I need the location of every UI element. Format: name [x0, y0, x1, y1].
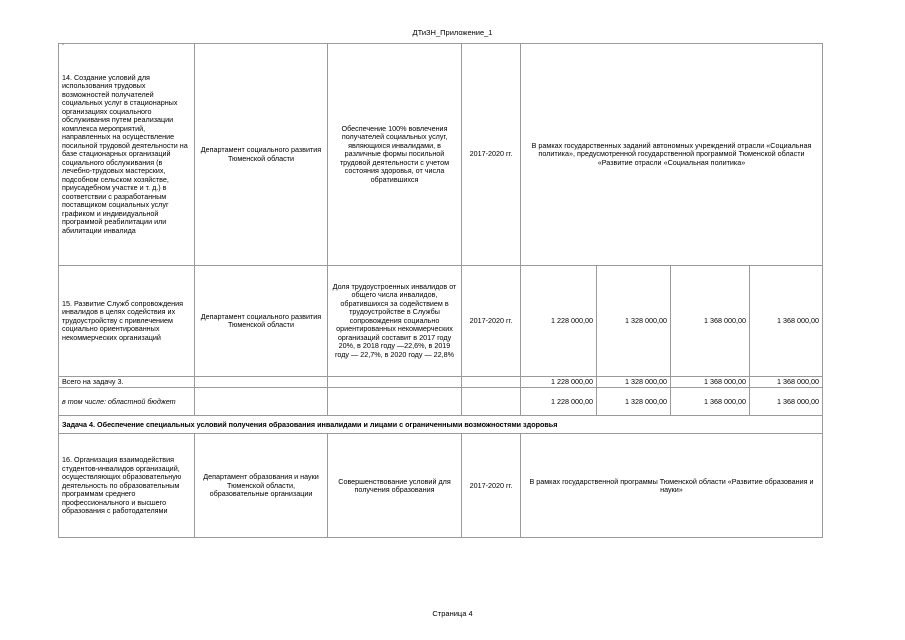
- row14-executor: Департамент социального развития Тюменской области: [195, 44, 328, 266]
- total-value-2020: 1 368 000,00: [750, 377, 823, 388]
- table-row-16: [59, 434, 823, 538]
- table-row-14: [59, 44, 823, 266]
- regional-value-2018: 1 328 000,00: [597, 388, 671, 416]
- table-row-regional: [59, 388, 823, 416]
- page-number: Страница 4: [432, 609, 473, 618]
- row16-name: 16. Организация взаимодействия студентов-инвалидов организаций, осуществляющих образовательную деятельность по образовательным программам среднего профессионального и высшего образования с работодателями: [59, 434, 195, 538]
- row15-value-2020: 1 368 000,00: [750, 266, 823, 377]
- total-empty-2: [328, 377, 462, 388]
- table-row-15: [59, 266, 823, 377]
- row15-executor: Департамент социального развития Тюменской области: [195, 266, 328, 377]
- regional-empty-2: [328, 388, 462, 416]
- regional-empty-1: [195, 388, 328, 416]
- table-row-task4: [59, 416, 823, 434]
- regional-empty-3: [462, 388, 521, 416]
- regional-label: в том числе: областной бюджет: [59, 388, 195, 416]
- total-empty-3: [462, 377, 521, 388]
- row15-value-2017: 1 228 000,00: [521, 266, 597, 377]
- total-value-2017: 1 228 000,00: [521, 377, 597, 388]
- row15-name: 15. Развитие Служб сопровождения инвалидов в целях содействия их трудоустройству с привлечением социально ориентированных некоммерческих организаций: [59, 266, 195, 377]
- row15-value-2018: 1 328 000,00: [597, 266, 671, 377]
- row15-period: 2017-2020 гг.: [462, 266, 521, 377]
- total-label: Всего на задачу 3.: [59, 377, 195, 388]
- total-empty-1: [195, 377, 328, 388]
- regional-value-2019: 1 368 000,00: [671, 388, 750, 416]
- task4-heading: Задача 4. Обеспечение специальных условий получения образования инвалидами и лицами с ограниченными возможностями здоровья: [59, 416, 823, 434]
- row16-funding: В рамках государственной программы Тюменской области «Развитие образования и науки»: [521, 434, 823, 538]
- total-value-2019: 1 368 000,00: [671, 377, 750, 388]
- regional-value-2020: 1 368 000,00: [750, 388, 823, 416]
- table-row-total: [59, 377, 823, 388]
- document-header: ДТиЗН_Приложение_1: [412, 28, 493, 37]
- row16-executor: Департамент образования и науки Тюменской области, образовательные организации: [195, 434, 328, 538]
- regional-value-2017: 1 228 000,00: [521, 388, 597, 416]
- row16-period: 2017-2020 гг.: [462, 434, 521, 538]
- row14-period: 2017-2020 гг.: [462, 44, 521, 266]
- stray-mark: .: [62, 40, 64, 47]
- row14-name: 14. Создание условий для использования трудовых возможностей получателей социальных услуг в стационарных организациях социального обслуживания путем реализации комплекса мероприятий, направленных на осуществление посильной трудовой деятельности на базе стационарных организаций социального обслуживания (в лечебно-трудовых мастерских, подсобном сельском хозяйстве, приусадебном участке и т. д.) в соответствии с разработанным поставщиком социальных услуг графиком и индивидуальной программой реабилитации или абилитации инвалида: [59, 44, 195, 266]
- row15-indicator: Доля трудоустроенных инвалидов от общего числа инвалидов, обратившихся за содействием в трудоустройстве в Службы сопровождения социально ориентированных некоммерческих организаций составит в 2017 году 20%, в 2018 году —22,6%, в 2019 году — 22,7%, в 2020 году — 22,8%: [328, 266, 462, 377]
- row14-indicator: Обеспечение 100% вовлечения получателей социальных услуг, являющихся инвалидами, в различные формы посильной трудовой деятельности с учетом состояния здоровья, от числа обратившихся: [328, 44, 462, 266]
- row15-value-2019: 1 368 000,00: [671, 266, 750, 377]
- program-table: [58, 43, 823, 538]
- total-value-2018: 1 328 000,00: [597, 377, 671, 388]
- row14-funding: В рамках государственных заданий автономных учреждений отрасли «Социальная политика», предусмотренной государственной программой Тюменской области «Развитие отрасли «Социальная политика»: [521, 44, 823, 266]
- row16-indicator: Совершенствование условий для получения образования: [328, 434, 462, 538]
